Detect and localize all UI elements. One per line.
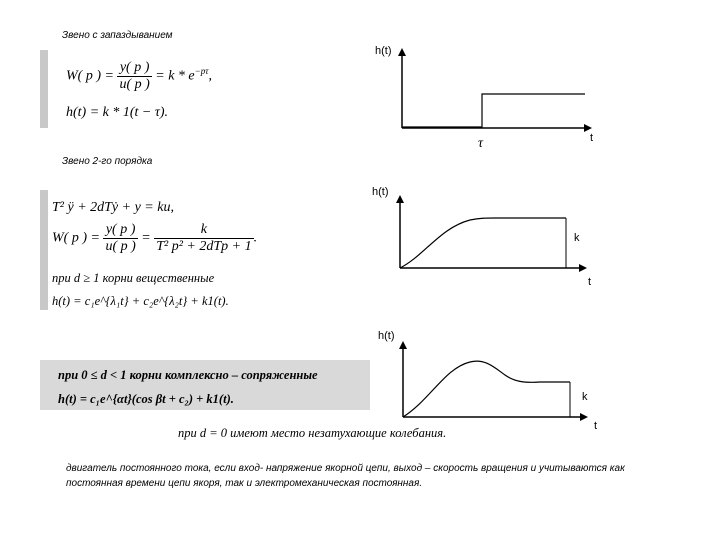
graph2-xlabel: t	[588, 276, 592, 288]
step-response-oscillatory: h(t) = c₁e^{αt}(cos βt + c₂) + k1(t).	[58, 392, 234, 406]
formula-numerator: y( p )	[117, 60, 151, 77]
condition-complex-roots: при 0 ≤ d < 1 корни комплексно – сопряженные	[58, 368, 318, 382]
undamped-oscillation-note: при d = 0 имеют место незатухающие колебания.	[178, 426, 447, 440]
differential-equation: T² ÿ + 2dTẏ + y = ku,	[52, 200, 174, 215]
section-heading-delay: Звено с запаздыванием	[62, 30, 173, 41]
formula-denominator-2: T² p² + 2dTp + 1	[156, 239, 252, 254]
step-response-second-order: h(t) = c₁e^{λ₁t} + c₂e^{λ₂t} + k1(t).	[52, 294, 229, 308]
formula-numerator-2: k	[154, 222, 253, 239]
graph1-ylabel: h(t)	[375, 45, 392, 57]
formula-end: ,	[208, 68, 212, 84]
formula-numerator-1: y( p )	[103, 222, 137, 239]
formula-equals: =	[141, 230, 151, 246]
formula-denominator-1: u( p )	[105, 239, 136, 254]
graph1-xlabel: t	[590, 132, 594, 144]
x-axis-arrow	[580, 413, 588, 421]
formula-lhs: W( p ) =	[52, 230, 100, 246]
graph3-xlabel: t	[594, 420, 598, 432]
footer-caption: двигатель постоянного тока, если вход- напряжение якорной цепи, выход – скорость вращения и учитываются как постоянная времени цепи якоря, так и электромеханическая постоянная.	[66, 463, 625, 489]
formula-end: .	[253, 230, 258, 246]
formula-denominator: u( p )	[119, 77, 150, 92]
formula-exponent: −pτ	[194, 66, 209, 77]
graph2-level-label: k	[574, 232, 580, 244]
formula-rhs: = k * e	[155, 68, 195, 84]
formula-lhs: W( p ) =	[66, 68, 114, 84]
graph3-ylabel: h(t)	[378, 330, 395, 342]
section-heading-second-order: Звено 2-го порядка	[62, 156, 153, 167]
graph2-ylabel: h(t)	[372, 186, 389, 198]
condition-real-roots: при d ≥ 1 корни вещественные	[52, 271, 215, 285]
graph3-level-label: k	[582, 391, 588, 403]
step-response-delay: h(t) = k * 1(t − τ).	[66, 105, 169, 120]
graph1-tau-label: τ	[478, 136, 484, 151]
y-axis-arrow	[399, 341, 407, 349]
oscillatory-response-curve	[403, 361, 570, 417]
